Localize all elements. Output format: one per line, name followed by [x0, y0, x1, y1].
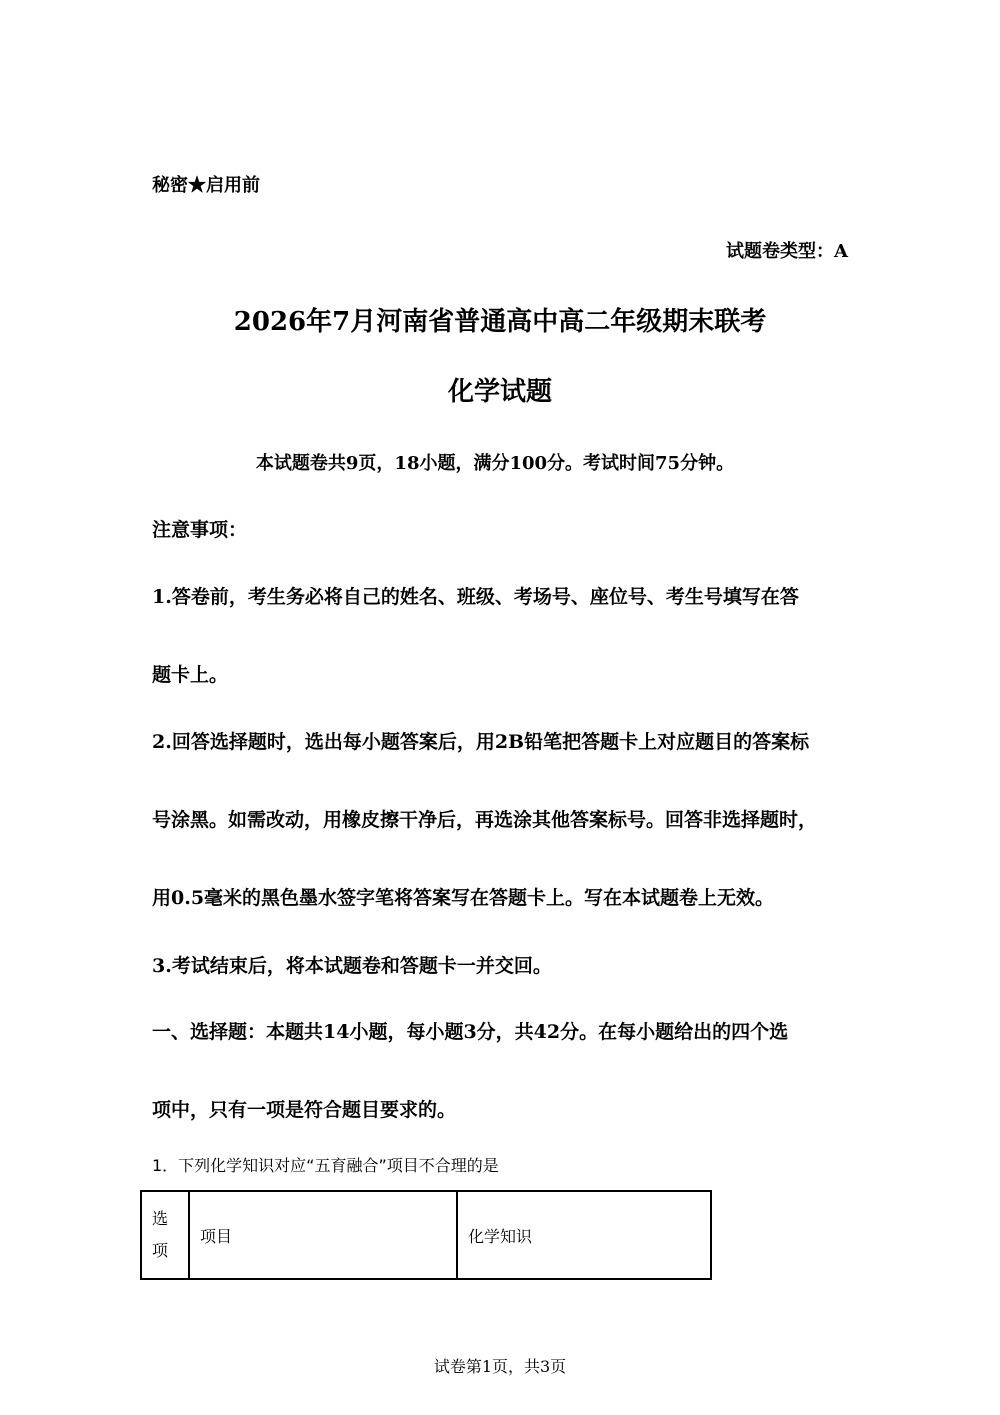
- table-header-project: 项目: [189, 1191, 457, 1279]
- header-char: 项: [152, 1241, 169, 1260]
- question-1-text: 1．下列化学知识对应“五育融合”项目不合理的是: [152, 1156, 499, 1175]
- confidential-label: 秘密★启用前: [152, 175, 260, 196]
- note-line: 3.考试结束后，将本试题卷和答题卡一并交回。: [152, 955, 552, 977]
- page-footer: 试卷第1页，共3页: [433, 1357, 567, 1376]
- exam-subject: 化学试题: [447, 377, 552, 407]
- note-line: 号涂黑。如需改动，用橡皮擦干净后，再选涂其他答案标号。回答非选择题时，: [152, 809, 818, 831]
- question-1-table: [140, 1190, 712, 1280]
- note-line: 2.回答选择题时，选出每小题答案后，用2B铅笔把答题卡上对应题目的答案标: [152, 731, 810, 753]
- notes-heading: 注意事项：: [152, 519, 248, 541]
- table-header-row: [141, 1191, 711, 1279]
- exam-info: 本试题卷共9页，18小题，满分100分。考试时间75分钟。: [255, 453, 735, 474]
- table-header-knowledge: 化学知识: [457, 1191, 711, 1279]
- paper-type-label: 试题卷类型：A: [726, 241, 848, 262]
- note-line: 用0.5毫米的黑色墨水签字笔将答案写在答题卡上。写在本试题卷上无效。: [152, 887, 775, 909]
- section-heading: 一、选择题：本题共14小题，每小题3分，共42分。在每小题给出的四个选: [152, 1021, 789, 1043]
- table-header-option: [141, 1191, 189, 1279]
- note-line: 题卡上。: [152, 664, 229, 686]
- exam-title: 2026年7月河南省普通高中高二年级期末联考: [233, 307, 767, 337]
- note-line: 1.答卷前，考生务必将自己的姓名、班级、考场号、座位号、考生号填写在答: [152, 586, 799, 608]
- header-char: 选: [152, 1209, 169, 1228]
- section-heading: 项中，只有一项是符合题目要求的。: [152, 1099, 457, 1121]
